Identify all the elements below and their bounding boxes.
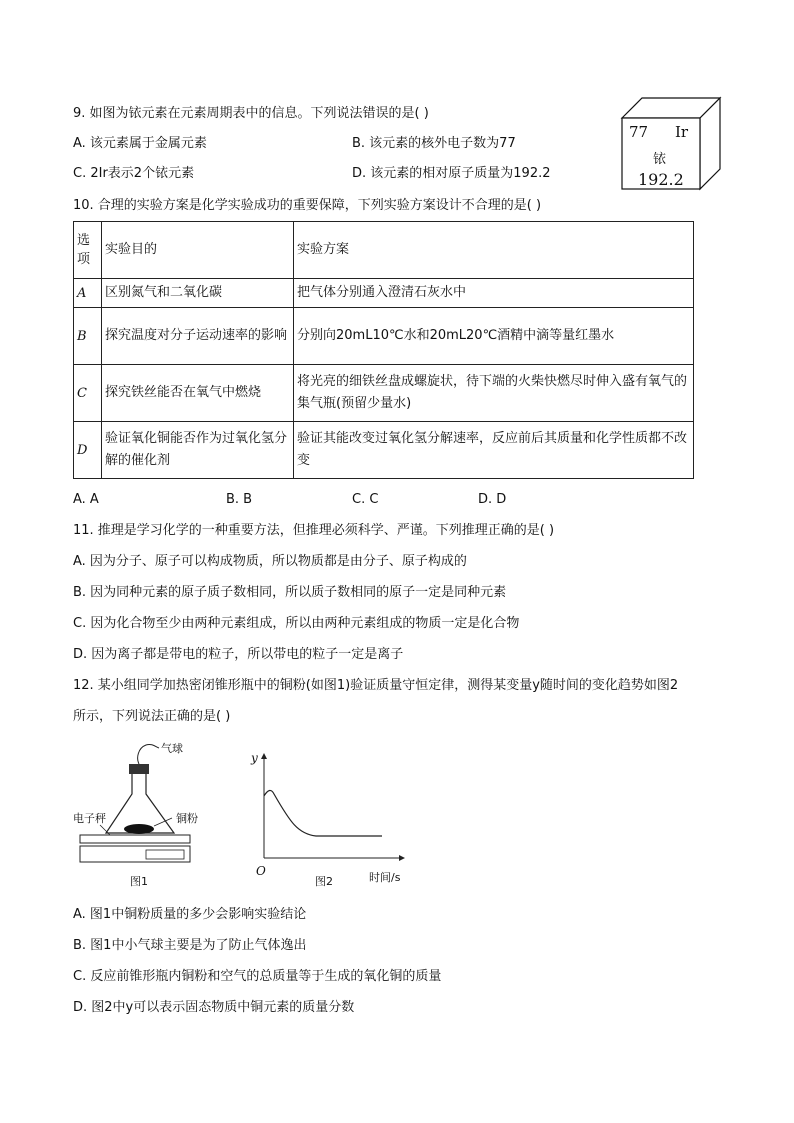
q10-option-a: A. A — [73, 492, 99, 507]
element-symbol: Ir — [675, 123, 689, 141]
figure2-graph — [250, 750, 410, 870]
row-purpose: 验证氧化铜能否作为过氧化氢分解的催化剂 — [102, 422, 294, 479]
table-row — [74, 308, 694, 365]
table-row — [74, 365, 694, 422]
q10-stem: 10. 合理的实验方案是化学实验成功的重要保障，下列实验方案设计不合理的是( ) — [73, 198, 542, 213]
fig1-balloon-label: 气球 — [161, 742, 183, 755]
row-plan: 将光亮的细铁丝盘成螺旋状，待下端的火柴快燃尽时伸入盛有氧气的集气瓶(预留少量水) — [294, 365, 694, 422]
y-curve — [264, 790, 382, 836]
q9-option-a: A. 该元素属于金属元素 — [73, 136, 207, 151]
row-purpose: 探究温度对分子运动速率的影响 — [102, 308, 294, 365]
element-atomic-mass: 192.2 — [638, 170, 684, 189]
q12-option-b: B. 图1中小气球主要是为了防止气体逸出 — [73, 938, 307, 953]
fig1-copper-label: 铜粉 — [176, 812, 198, 825]
row-option: C — [74, 365, 102, 422]
q11-stem: 11. 推理是学习化学的一种重要方法，但推理必须科学、严谨。下列推理正确的是( ) — [73, 523, 555, 538]
q12-option-a: A. 图1中铜粉质量的多少会影响实验结论 — [73, 907, 307, 922]
header-purpose: 实验目的 — [102, 222, 294, 279]
q12-option-c: C. 反应前锥形瓶内铜粉和空气的总质量等于生成的氧化铜的质量 — [73, 969, 442, 984]
table-row — [74, 422, 694, 479]
element-atomic-number: 77 — [629, 123, 649, 141]
table-row — [74, 279, 694, 308]
q9-option-b: B. 该元素的核外电子数为77 — [352, 136, 516, 151]
q12-option-d: D. 图2中y可以表示固态物质中铜元素的质量分数 — [73, 1000, 355, 1015]
fig2-origin-label: O — [256, 864, 266, 878]
row-plan: 把气体分别通入澄清石灰水中 — [294, 279, 694, 308]
row-purpose: 探究铁丝能否在氧气中燃烧 — [102, 365, 294, 422]
element-name: 铱 — [653, 152, 667, 167]
q10-option-d: D. D — [478, 492, 507, 507]
q9-stem: 9. 如图为铱元素在元素周期表中的信息。下列说法错误的是( ) — [73, 106, 429, 121]
header-plan: 实验方案 — [294, 222, 694, 279]
q9-option-d: D. 该元素的相对原子质量为192.2 — [352, 166, 551, 181]
q11-option-a: A. 因为分子、原子可以构成物质，所以物质都是由分子、原子构成的 — [73, 554, 467, 569]
row-option: D — [74, 422, 102, 479]
q9-option-c: C. 2Ir表示2个铱元素 — [73, 166, 195, 181]
q11-option-d: D. 因为离子都是带电的粒子，所以带电的粒子一定是离子 — [73, 647, 404, 662]
row-plan: 分别向20mL10℃水和20mL20℃酒精中滴等量红墨水 — [294, 308, 694, 365]
row-purpose: 区别氮气和二氧化碳 — [102, 279, 294, 308]
q10-option-b: B. B — [226, 492, 253, 507]
fig2-x-label: 时间/s — [369, 871, 401, 884]
row-option: A — [74, 279, 102, 308]
q11-option-b: B. 因为同种元素的原子质子数相同，所以质子数相同的原子一定是同种元素 — [73, 585, 507, 600]
q10-experiment-table — [73, 221, 694, 479]
q10-option-c: C. C — [352, 492, 379, 507]
fig1-caption: 图1 — [130, 875, 148, 888]
q12-stem-line2: 所示，下列说法正确的是( ) — [73, 709, 231, 724]
row-option: B — [74, 308, 102, 365]
q12-stem-line1: 12. 某小组同学加热密闭锥形瓶中的铜粉(如图1)验证质量守恒定律，测得某变量y随时间的变化趋势如图2 — [73, 678, 679, 693]
fig1-scale-label: 电子秤 — [73, 812, 106, 825]
fig2-caption: 图2 — [315, 875, 333, 888]
header-option: 选项 — [74, 222, 102, 279]
q11-option-c: C. 因为化合物至少由两种元素组成，所以由两种元素组成的物质一定是化合物 — [73, 616, 520, 631]
row-plan: 验证其能改变过氧化氢分解速率，反应前后其质量和化学性质都不改变 — [294, 422, 694, 479]
table-header-row — [74, 222, 694, 279]
fig2-y-label: y — [251, 751, 258, 765]
